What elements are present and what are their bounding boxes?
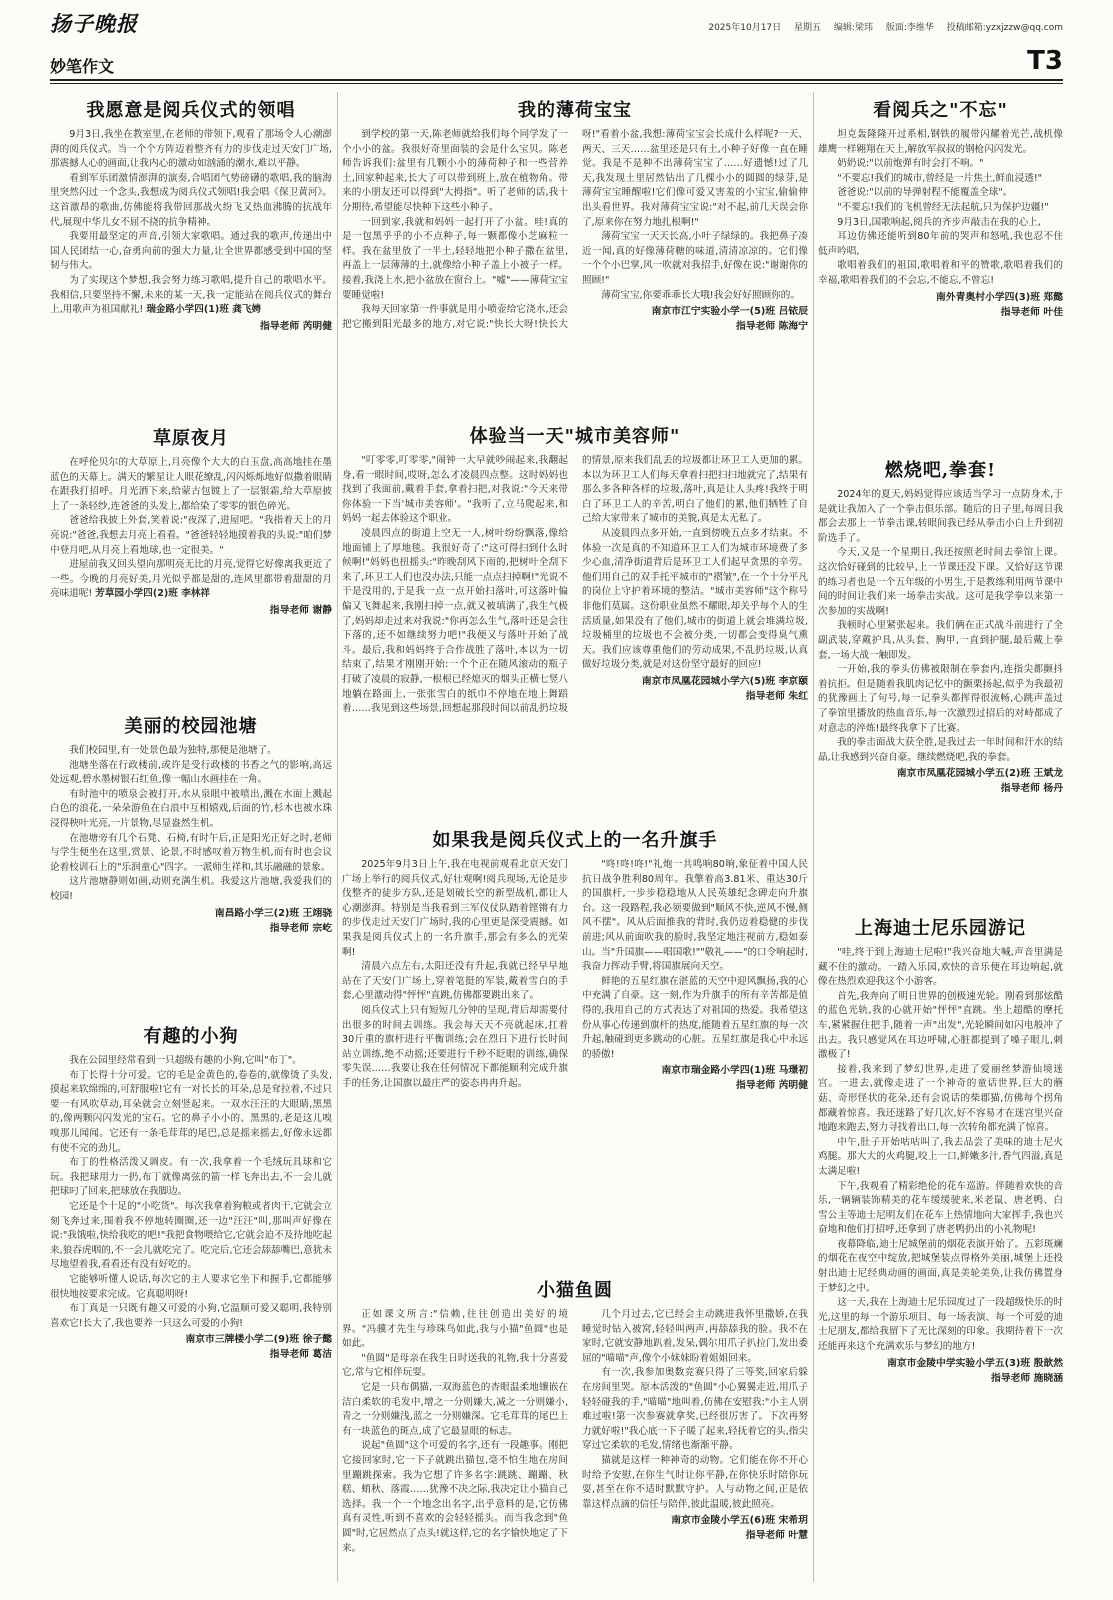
editor-credit: 编辑:梁玮 xyxy=(833,23,873,33)
article-title: 如果我是阅兵仪式上的一名升旗手 xyxy=(432,830,718,851)
header-rule xyxy=(50,79,1063,81)
column-divider-right xyxy=(813,92,814,1582)
article-grassland-moon xyxy=(50,424,332,702)
article-title: 上海迪士尼乐园游记 xyxy=(855,918,1026,939)
article-flag-raiser xyxy=(342,826,808,1270)
column-divider-left xyxy=(337,92,338,1582)
article-body: 到学校的第一天,陈老师就给我们每个同学发了一个小小的盆。我很好奇里面装的会是什么宝贝。陈老师告诉我们:盆里有几颗小小的薄荷种子和一些营养土,回家种起来,长大了可以带到班上,放在植物角。带来的小朋友还可以得到"大拇指"。听了老师的话,我十分期待,希望能尽快种下这些小种子。 一回到家,我就和妈妈一起打开了小盆。哇!真的是一包黑乎乎的小不点种子,每一颗都像小芝麻粒一样。我在盆里放了一半土,轻轻地把小种子撒在盆里,再盖上一层薄薄的土,就像给小种子盖上小被子一样。接着,我浇上水,把小盆放在窗台上。"嘘"——薄荷宝宝要睡觉啦! 我每天回家第一件事就是用小喷壶给它浇水,还会把它搬到阳光最多的地方,对它说:"快长大呀!快长大呀!"看着小盆,我想:薄荷宝宝会长成什么样呢?一天、两天、三天……盆里还是只有土,小种子好像一直在睡觉。我是不是种不出薄荷宝宝了……好遗憾!过了几天,我发现土里居然钻出了几棵小小的圆圆的绿芽,是薄荷宝宝睡醒啦!它们像可爱又害羞的小宝宝,偷偷伸出头看世界。我对薄荷宝宝说:"对不起,前几天误会你了,原来你在努力地扎根啊!" 薄荷宝宝一天天长高,小叶子绿绿的。我把鼻子凑近一闻,真的好像薄荷糖的味道,清清凉凉的。它们像一个个小巴掌,风一吹就对我招手,好像在说:"谢谢你的照顾!" 薄荷宝宝,你要乖乖长大哦!我会好好照顾你的。 南京市江宁实验小学一(5)班 吕铱辰 指导老师 陈海宁 xyxy=(342,129,808,333)
article-teacher: 指导老师 施晓涵 xyxy=(991,1372,1063,1384)
article-author: 南京市金陵小学五(6)班 宋希玥 xyxy=(671,1515,808,1527)
article-body: 在呼伦贝尔的大草原上,月亮像个大大的白玉盘,高高地挂在墨蓝色的天幕上。满天的繁星让人眼花缭乱,闪闪烁烁地好似撒着眼睛在跟我打招呼。月光洒下来,给蒙古包镀上了一层银霜,给大草原披上了一条轻纱,连爸爸的头发上,都给染了零零的银色碎光。 爸爸给我披上外套,笑着说:"夜深了,进屋吧。"我指着天上的月亮说:"爸爸,我想去月亮上看看。"爸爸轻轻地摸着我的头说:"咱们梦中登月吧,从月亮上看地球,也一定很美。" 进屋前我又回头望向那明亮无比的月亮,觉得它好像离我更近了一些。今晚的月亮好美,月光似乎都是甜的,连风里都带着甜甜的月亮味道呢! 芳草园小学四(2)班 李林祥 xyxy=(50,457,332,600)
article-body: 坦克轰隆隆开过系相,钢铁的履带闪耀着光芒,战机像雄鹰一样翱翔在天上,解放军叔叔的钢枪闪闪发光。 奶奶说:"以前炮弹有时会打不响。" "不要忘!我们的城市,曾经是一片焦土,鲜血浸透!" 爸爸说:"以前的导弹射程不能覆盖全球"。 "不要忘!我们的飞机曾经无法起航,只为保护边疆!" 9月3日,国歌响起,阅兵的齐步声敲击在我的心上, 耳边仿佛还能听到80年前的哭声和怒吼,我也忍不住低声吟唱, 歌唱着我们的祖国,歌唱着和平的赞歌,歌唱着我们的幸福,歌唱着我们的不会忘,不能忘,不曾忘! xyxy=(818,129,1063,286)
article-kitten-yuyuan xyxy=(342,1276,808,1582)
article-teacher: 指导老师 陈海宁 xyxy=(736,321,808,333)
article-author: 瑞金路小学四(1)班 龚飞娉 xyxy=(146,304,262,316)
article-title: 有趣的小狗 xyxy=(143,1026,239,1047)
article-body: 我们校园里,有一处景色最为独特,那便是池塘了。 池塘坐落在行政楼前,或许是受行政楼的书香之气的影响,高远处远观,碧水墨树银石红鱼,像一幅山水画挂在一角。 有时池中的喷泉会被打开,水从泉眼中被喷出,溅在水面上溅起白色的浪花,一朵朵游鱼在白浪中互相嬉戏,后面的竹,杉木也被水珠浸得秧叶光亮,一片景物,尽显盎然生机。 在池塘旁有几个石凳、石椅,有时午后,正是阳光正好之时,老师与学生便坐在这里,赏景、论景,不时感叹着万物生机,而有时也会议论着校训石上的"乐润童心"四字。一派师生祥和,其乐融融的景象。 这片池塘静则如画,动则充满生机。我爱这片池塘,我爱我们的校园! xyxy=(50,745,332,902)
article-school-pond xyxy=(50,712,332,1012)
article-title: 美丽的校园池塘 xyxy=(124,716,258,737)
article-funny-puppy xyxy=(50,1022,332,1582)
article-author: 南京市金陵中学实验小学五(3)班 殷歆然 xyxy=(887,1357,1063,1369)
masthead xyxy=(50,8,1063,86)
article-teacher: 指导老师 朱红 xyxy=(745,690,808,702)
article-title: 体验当一天"城市美容师" xyxy=(469,426,681,447)
article-body: 2025年9月3日上午,我在电视前观看北京天安门广场上举行的阅兵仪式,好壮观啊!阅兵现场,无论是步伐整齐的徒步方队,还是划破长空的新型战机,都让人心潮澎湃。特别是当我看到三军仪仗队踏着铿锵有力的步伐走过天安门广场时,我的心里更是深受震撼。如果我是阅兵仪式上的一名升旗手,那会有多么的光荣啊! 清晨六点左右,太阳还没有升起,我就已经早早地站在了天安门广场上,穿着笔挺的军装,戴着雪白的手套,心里激动得"怦怦"直跳,仿佛都要跳出来了。 阅兵仪式上只有短短几分钟的呈现,背后却需要付出很多的时间去训练。我会每天天不亮就起床,扛着30斤重的旗杆进行平衡训练;会在烈日下进行长时间站立训练,绝不动摇;还要进行千秒不眨眼的训练,确保零失误……我要让我在任何情况下都能顺利完成升旗手的任务,让国旗以最庄严的姿态冉冉升起。 "咚!咚!咚!"礼炮一共鸣响80响,象征着中国人民抗日战争胜利80周年。我擎着高3.81米、重达30斤的国旗杆,一步步稳稳地从人民英雄纪念碑走向升旗台。这一段路程,我必须要做到"顺风不快,逆风不慢,侧风不摆"。风从后面推我的背时,我仍迈着稳健的步伐前进;风从前面吹我的脸时,我坚定地注视前方,稳如泰山。当"升国旗——唱国歌!""敬礼——"的口令响起时,我奋力挥动手臂,将国旗展向天空。 鲜艳的五星红旗在湛蓝的天空中迎风飘扬,我的心中充满了自豪。这一刻,作为升旗手的所有辛苦都是值得的,我用自己的方式表达了对祖国的热爱。我希望这份从事心传递到旗杆的热度,能随着五星红旗的每一次升起,触碰到更多跳动的心脏。五星红旗是我心中永远的骄傲! 南京市瑞金路小学四(1)班 马璟初 指导老师 芮明健 xyxy=(342,859,808,1092)
article-author: 南京市瑞金路小学四(1)班 马璟初 xyxy=(661,1065,808,1077)
designer-credit: 版面:李维华 xyxy=(885,23,934,33)
header-rule-thin xyxy=(50,83,1063,84)
article-teacher: 指导老师 芮明健 xyxy=(736,1080,808,1092)
article-title: 看阅兵之"不忘" xyxy=(873,100,1008,121)
article-mint-baby xyxy=(342,96,808,414)
issue-date: 2025年10月17日 xyxy=(708,23,782,33)
article-city-beautician xyxy=(342,422,808,820)
issue-meta xyxy=(702,20,1063,33)
article-teacher: 指导老师 葛洁 xyxy=(269,1349,332,1361)
page-number: T3 xyxy=(1027,46,1063,76)
article-teacher: 指导老师 叶慧 xyxy=(745,1530,808,1542)
article-body: 9月3日,我坐在教室里,在老师的带领下,观看了那场令人心潮澎湃的阅兵仪式。当一个个方阵迈着整齐有力的步伐走过天安门广场,那震撼人心的画面,让我内心的激动如汹涌的潮水,难以平静。 看到军乐团激情澎湃的演奏,合唱团气势磅礴的歌唱,我的脑海里突然闪过一个念头,我想成为阅兵仪式领唱!我会唱《保卫黄河》。这首激昂的歌曲,仿佛能将我带回那战火纷飞又热血沸腾的抗战年代,展现中华儿女不屈不挠的抗争精神。 我要用最坚定的声音,引领大家歌唱。通过我的歌声,传递出中国人民团结一心,奋勇向前的强大力量,让全世界都感受到中国的坚韧与伟大。 为了实现这个梦想,我会努力练习歌唱,提升自己的歌唱水平。我相信,只要坚持不懈,未来的某一天,我一定能站在阅兵仪式的舞台上,用歌声为祖国献礼! 瑞金路小学四(1)班 龚飞娉 xyxy=(50,129,332,316)
article-teacher: 指导老师 叶佳 xyxy=(1000,306,1063,318)
article-author: 芳草园小学四(2)班 李林祥 xyxy=(95,588,211,600)
article-never-forget xyxy=(818,96,1063,446)
article-author: 南外青奥村小学四(3)班 郑懿 xyxy=(936,291,1063,303)
article-teacher: 指导老师 谢静 xyxy=(269,604,332,616)
article-leading-singer xyxy=(50,96,332,414)
submission-email[interactable]: 投稿邮箱:yzxjzzw@qq.com xyxy=(946,23,1063,33)
article-author: 南京市江宁实验小学一(5)班 吕铱辰 xyxy=(651,306,808,318)
article-author: 南京市凤凰花园城小学六(5)班 李京颐 xyxy=(641,675,808,687)
article-body: 2024年的夏天,妈妈觉得应该适当学习一点防身术,于是就让我加入了一个拳击俱乐部。随后的日子里,每周日我都会去那上一节拳击课,转眼间我已经从拳击小白上升到初阶选手了。 今天,又是一个星期日,我还按照老时间去拳馆上课。这次恰好碰到的比较早,上一节课还没下课。又恰好这节课的练习者也是一个五年级的小男生,于是教练利用两节课中间的时间让我们来一场拳击实战。这可是我学拳以来第一次参加的实战啊! 我顿时心里紧张起来。我们俩在正式战斗前进行了全副武装,穿戴护具,从头套、胸甲,一直到护腿,最后戴上拳套,一场大战一触即发。 一开始,我的拳头仿佛被限制在拳套内,连指尖都颤抖着抗拒。但是随着我肌肉记忆中的颤栗扬起,似乎为我最初的犹豫画上了句号,每一记拳头都挥得很流畅,心跳声盖过了拳馆里播放的热血音乐,每一次激烈过招后的对峙都成了对意志的淬炼!最终我拿下了比赛。 我的拳击面战大获全胜,是我过去一年时间和汗水的结晶,让我感到兴奋自豪。继续燃烧吧,我的拳套。 xyxy=(818,489,1063,763)
article-teacher: 指导老师 芮明健 xyxy=(260,320,332,332)
article-title: 草原夜月 xyxy=(153,428,229,449)
article-body: "叮零零,叮零零,"闹钟一大早就吵闹起来,我翻起身,看一眼时间,哎呀,怎么才凌晨四点整。这时妈妈也找到了我面前,戴着手套,拿着扫把,对我说:"今天来带你体验一下当'城市美容师'。"我听了,立马爬起来,和妈妈一起去体验这个职业。 凌晨四点的街道上空无一人,树叶纷纷飘落,像给地面铺上了厚地毯。我很好奇了:"这可得扫到什么时候啊!"妈妈也扭摇头:"昨晚刮风下雨的,把树叶全刮下来了,环卫工人们也没办法,只能一点点扫掉啊!"光说不干是没用的,于是我一点一点开始扫落叶,可这落叶偏偏又飞舞起来,我刚扫掉一点,就又被填满了,我生气极了,妈妈却走过来对我说:"你再怎么生气,落叶还是会往下落的,还不如继续努力吧!"我便又与落叶开始了战斗。最后,我和妈妈终于合作战胜了落叶,本以为一切结束了,结果才刚刚开始:一个个正在随风滚动的瓶子打破了凌晨的寂静,一根根已经熄灭的烟头正横七竖八地躺在路面上,一张张雪白的纸巾不停地在地上舞蹈着……我见到这些场景,回想起那段时间以前乱扔垃圾的情景,原来我们乱丢的垃圾都让环卫工人更加的累。本以为环卫工人们每天拿着扫把扫扫地就完了,结果有那么多各种各样的垃圾,落叶,真是让人头疼!我终于明白了环卫工人的辛苦,明白了他们的累,他们牺牲了自己给大家带来了城市的美貌,真是太无私了。 从凌晨四点多开始,一直到傍晚五点多才结束。不体验一次是真的不知道环卫工人们为城市环境费了多少心血,清净街道背后是环卫工人们起早贪黑的辛劳。他们用自己的双手托平城市的"褶皱",在一个十分平凡的岗位上守护着环境的整洁。"城市美容师"这个称号非他们莫属。这份职业虽然不耀眼,却关乎每个人的生活质量,如果没有了他们,城市的街道上就会堆满垃圾,垃圾桶里的垃圾也不会被分类,一切都会变得臭气熏天。我们应该尊重他们的劳动成果,不乱扔垃圾,认真做好垃圾分类,就是对这份坚守最好的回应! 南京市凤凰花园城小学六(5)班 李京颐 指导老师 朱红 xyxy=(342,455,808,715)
article-title: 我的薄荷宝宝 xyxy=(518,100,632,121)
article-body: 正如课文所言:"信赖,往往创造出美好的境界。"冯骥才先生与珍珠鸟如此,我与小猫"鱼圆"也是如此。 "鱼圆"是母亲在我生日时送我的礼物,我十分喜爱它,常与它相伴玩耍。 它是一只布偶猫,一双海蓝色的杏眼温柔地镶嵌在洁白柔软的毛发中,增之一分则嫌大,减之一分则嫌小,青之一分则嫌浅,蓝之一分则嫌深。它毛茸茸的尾巴上有一块蓝色的斑点,成了它最显眼的标志。 说起"鱼圆"这个可爱的名字,还有一段趣事。刚把它接回家时,它一下子就跳出猫包,毫不怕生地在房间里蹦跳探索。我为它想了许多名字:跳跳、蹦蹦、秋糕、蛸秋、落霞……犹豫不决之际,我决定让小猫自己选择。我一个一个地念出名字,出乎意料的是,它仿佛真有灵性,听到不喜欢的会轻轻摇头。而当我念到"鱼圆"时,它居然点了点头!就这样,它的名字愉快地定了下来。 几个月过去,它已经会主动跳进我怀里撒娇,在我睡觉时钻入被窝,轻轻叫两声,再舔舔我的脸。我不在家时,它就安静地趴着,发呆,偶尔用爪子扒拉门,发出委屈的"喵喵"声,像个小妹妹盼着姐姐回来。 有一次,我参加奥数竞赛只得了三等奖,回家后躲在房间里哭。原本活泼的"鱼圆"小心翼翼走近,用爪子轻轻碰我的手,"喵喵"地叫着,仿佛在安慰我:"小主人别难过啦!第一次参赛就拿奖,已经很厉害了。下次再努力就好啦!"我心底一下子暖了起来,轻抚着它的头,指尖穿过它柔软的毛发,情绪也渐渐平静。 猫就是这样一种神奇的动物。它们能在你不开心时给予安慰,在你生气时让你平静,在你快乐时陪你玩耍,甚至在你不适时默默守护。人与动物之间,正是依靠这样点滴的信任与陪伴,彼此温暖,彼此照亮。 南京市金陵小学五(6)班 宋希玥 指导老师 叶慧 xyxy=(342,1309,808,1554)
article-title: 我愿意是阅兵仪式的领唱 xyxy=(86,100,296,121)
article-teacher: 指导老师 杨丹 xyxy=(1000,783,1063,795)
article-author: 南昌路小学三(2)班 王翊骁 xyxy=(214,907,332,919)
newspaper-logo: 扬子晚报 xyxy=(50,11,138,36)
article-boxing-gloves xyxy=(818,456,1063,906)
article-body: 我在公园里经常看到一只超级有趣的小狗,它叫"布丁"。 布丁长得十分可爱。它的毛是金黄色的,卷卷的,就像烫了头发,摸起来软绵绵的,可舒服啦!它有一对长长的耳朵,总是耷拉着,不过只要一有风吹草动,耳朵就会立刻竖起来。一双水汪汪的大眼睛,黑黑的,像两颗闪闪发光的宝石。它的鼻子小小的、黑黑的,老是这儿嗅嗅那儿闻闻。它还有一条毛茸茸的尾巴,总是摇来摇去,好像永远都有使不完的劲儿。 布丁的性格活泼又调皮。有一次,我拿着一个毛绒玩具球和它玩。我把球用力一扔,布丁就像离弦的箭一样飞奔出去,不一会儿就把球叼了回来,把球放在我脚边。 它还是个十足的"小吃货"。每次我拿着狗粮或者肉干,它就会立刻飞奔过来,围着我不停地转圈圈,还一边"汪汪"叫,那叫声好像在说:"我饿啦,快给我吃的吧!"我把食物喂给它,它就会迫不及待地吃起来,狼吞虎咽的,不一会儿就吃完了。吃完后,它还会舔舔嘴巴,意犹未尽地望着我,看看还有没有好吃的。 它能够听懂人说话,每次它的主人要求它坐下和握手,它都能够很快地按要求完成。它真聪明呀! 布丁真是一只既有趣又可爱的小狗,它温顺可爱又聪明,我特别喜欢它!长大了,我也要养一只这么可爱的小狗! xyxy=(50,1055,332,1329)
article-title: 小猫鱼圆 xyxy=(537,1280,613,1301)
article-disneyland-trip xyxy=(818,914,1063,1582)
issue-weekday: 星期五 xyxy=(794,23,822,33)
section-title: 妙笔作文 xyxy=(50,57,115,76)
article-body: "哇,终于到上海迪士尼啦!"我兴奋地大喊,声音里满是藏不住的激动。一踏入乐园,欢快的音乐便在耳边响起,就像在热烈欢迎我这个小游客。 首先,我奔向了明日世界的创极速光轮。刚看到那炫酷的蓝色光轨,我的心就开始"怦怦"直跳。坐上超酷的摩托车,紧紧握住把手,随着一声"出发",光轮瞬间如闪电般冲了出去。我只感觉风在耳边呼啸,心脏都提到了嗓子眼儿,刺激极了! 接着,我来到了梦幻世界,走进了爱丽丝梦游仙境迷宫。一进去,就像走进了一个神奇的童话世界,巨大的蘑菇、奇形怪状的花朵,还有会说话的柴郡猫,仿佛每个拐角都藏着惊喜。我还迷路了好几次,好不容易才在迷宫里兴奋地跑来跑去,努力寻找着出口,每一次转角都充满了惊喜。 中午,肚子开始咕咕叫了,我去品尝了美味的迪士尼火鸡腿。那大大的火鸡腿,咬上一口,鲜嫩多汁,香气四溢,真是太满足啦! 下午,我观看了精彩绝伦的花车巡游。伴随着欢快的音乐,一辆辆装饰精美的花车缓缓驶来,米老鼠、唐老鸭、白雪公主等迪士尼明友们在花车上热情地向大家挥手,我也兴奋地和他们打招呼,还拿到了唐老鸭扔出的小礼物呢! 夜幕降临,迪士尼城堡前的烟花表演开始了。五彩斑斓的烟花在夜空中绽放,把城堡装点得格外美丽,城堡上还投射出迪士尼经典动画的画面,真是美轮美奂,让我仿佛置身于梦幻之中。 这一天,我在上海迪士尼乐园度过了一段超级快乐的时光,这里的每一个游乐项目、每一场表演、每一个可爱的迪士尼朋友,都给我留下了无比深刻的印象。我期待着下一次还能再来这个充满欢乐与梦幻的地方! xyxy=(818,947,1063,1353)
article-author: 南京市三牌楼小学二(9)班 徐子懿 xyxy=(185,1334,332,1346)
article-title: 燃烧吧,拳套! xyxy=(884,460,997,481)
article-author: 南京市凤凰花园城小学五(2)班 王斌龙 xyxy=(896,768,1063,780)
article-teacher: 指导老师 宗屹 xyxy=(269,922,332,934)
